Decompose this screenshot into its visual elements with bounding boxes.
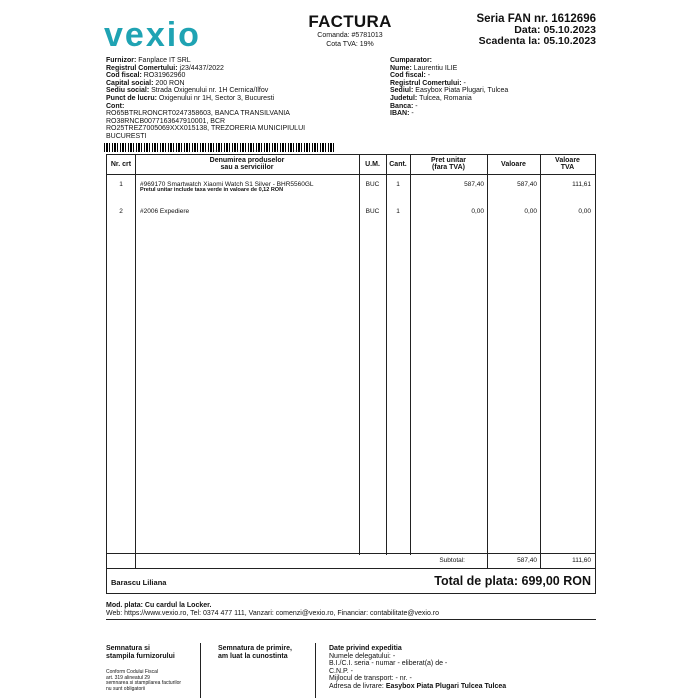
supplier-block bbox=[106, 57, 356, 141]
svg-text:vexio: vexio bbox=[104, 16, 201, 52]
invoice-series: Seria FAN nr. 1612696 bbox=[476, 13, 596, 25]
sig1-note-4: nu sunt obligatorii bbox=[106, 685, 146, 692]
contact-info: Web: https://www.vexio.ro, Tel: 0374 477 111, Vanzari: comenzi@vexio.ro, Financiar: contabilitate@vexio.ro bbox=[106, 609, 440, 617]
subtotal-vat: 111,60 bbox=[572, 557, 591, 564]
supplier-capital: 200 RON bbox=[155, 79, 185, 87]
supplier-hq: Strada Oxigenului nr. 1H Cernica/Ilfov bbox=[151, 87, 269, 95]
buyer-bank: - bbox=[415, 102, 418, 110]
invoice-table bbox=[106, 154, 596, 594]
row-um: BUC bbox=[365, 208, 380, 215]
col-name-header-1: Denumirea produselor bbox=[209, 157, 285, 164]
invoice-title: FACTURA bbox=[308, 12, 392, 31]
supplier-work-label: Punct de lucru: bbox=[106, 94, 157, 102]
sig-divider-1 bbox=[200, 643, 201, 698]
supplier-cif: RO31962960 bbox=[143, 72, 186, 80]
buyer-block bbox=[390, 57, 600, 118]
footer-divider bbox=[106, 619, 596, 620]
row-name: #969170 Smartwatch Xiaomi Watch S1 Silver - BHR5560GL bbox=[140, 181, 314, 188]
col-price-header-1: Pret unitar bbox=[430, 157, 466, 164]
buyer-county: Tulcea, Romania bbox=[419, 94, 472, 102]
col-vat-header-1: Valoare bbox=[555, 157, 580, 164]
buyer-iban-label: IBAN: bbox=[390, 110, 410, 118]
supplier-name-label: Furnizor: bbox=[106, 57, 137, 64]
vexio-logo-graphic bbox=[104, 16, 232, 52]
supplier-work: Oxigenului nr 1H, Sector 3, Bucuresti bbox=[158, 94, 275, 102]
buyer-title: Cumparator: bbox=[390, 57, 433, 64]
col-price-header-2: (fara TVA) bbox=[432, 164, 465, 171]
supplier-account-1: RO65BTRLRONCRT0247358603, BANCA TRANSILVANIA bbox=[106, 110, 290, 118]
buyer-hq-label: Sediul: bbox=[390, 87, 414, 95]
sig1-note-2: art. 319 alineatul 29 bbox=[106, 674, 150, 681]
col-vat-header-2: TVA bbox=[560, 164, 575, 171]
row-qty: 1 bbox=[396, 208, 400, 215]
sig-divider-2 bbox=[315, 643, 316, 698]
receiver-signature-block bbox=[218, 645, 318, 660]
col-name-header-2: sau a serviciilor bbox=[220, 164, 274, 171]
supplier-account-label: Cont: bbox=[106, 102, 125, 110]
row-name: #2006 Expediere bbox=[140, 208, 190, 215]
payment-info bbox=[106, 602, 606, 617]
row-price: 587,40 bbox=[464, 181, 484, 188]
row-value: 587,40 bbox=[517, 181, 537, 188]
invoice-date: Data: 05.10.2023 bbox=[514, 24, 596, 36]
buyer-cif-label: Cod fiscal: bbox=[390, 72, 426, 80]
supplier-account-3: RO25TREZ7005069XXX015138, TREZORERIA MUNICIPIULUI bbox=[106, 125, 306, 133]
col-value-header: Valoare bbox=[501, 161, 526, 168]
col-nr-header: Nr. crt bbox=[110, 161, 132, 168]
sig2-title-2: am luat la cunostinta bbox=[218, 652, 288, 660]
row-value: 0,00 bbox=[524, 208, 537, 215]
ship-line-3: C.N.P. - bbox=[329, 667, 353, 675]
supplier-account-4: BUCURESTI bbox=[106, 132, 147, 140]
shipping-block bbox=[329, 645, 599, 691]
supplier-account-2: RO38RNCB0077163647910001, BCR bbox=[106, 117, 226, 125]
ship-addr-label: Adresa de livrare: bbox=[329, 682, 384, 690]
invoice-series-block bbox=[476, 14, 596, 47]
col-qty-header: Cant. bbox=[389, 161, 407, 168]
buyer-reg: - bbox=[463, 79, 466, 87]
invoice-due-date: Scadenta la: 05.10.2023 bbox=[478, 35, 596, 47]
col-um-header: U.M. bbox=[365, 161, 380, 168]
ship-line-2: B.I./C.I. seria - numar - eliberat(a) de - bbox=[329, 660, 448, 668]
buyer-cif: - bbox=[427, 72, 431, 80]
supplier-capital-label: Capital social: bbox=[106, 79, 154, 87]
row-um: BUC bbox=[365, 181, 380, 188]
ship-title: Date privind expeditia bbox=[329, 645, 402, 652]
supplier-reg: j23/4437/2022 bbox=[179, 64, 224, 72]
buyer-county-label: Judetul: bbox=[390, 94, 418, 102]
supplier-name: Fanplace IT SRL bbox=[138, 57, 191, 64]
supplier-hq-label: Sediu social: bbox=[106, 87, 150, 95]
supplier-reg-label: Registrul Comertului: bbox=[106, 64, 178, 72]
ship-line-4: Mijlocul de transport: - nr. - bbox=[329, 675, 412, 683]
order-number: Comanda: #5781013 bbox=[317, 32, 383, 39]
row-vat: 111,61 bbox=[572, 181, 591, 188]
payment-method: Mod. plata: Cu cardul la Locker. bbox=[106, 602, 212, 609]
row-vat: 0,00 bbox=[578, 208, 591, 215]
vexio-logo bbox=[104, 16, 232, 52]
buyer-name-label: Nume: bbox=[390, 64, 412, 72]
subtotal-value: 587,40 bbox=[517, 557, 537, 564]
sig1-note-1: Conform Codului Fiscal bbox=[106, 669, 158, 676]
total-amount: Total de plata: 699,00 RON bbox=[434, 574, 591, 588]
sig1-note-3: semnarea si stampilarea facturilor bbox=[106, 680, 182, 687]
buyer-bank-label: Banca: bbox=[390, 102, 414, 110]
barcode bbox=[104, 143, 336, 152]
buyer-hq: Easybox Piata Plugari, Tulcea bbox=[415, 87, 509, 95]
buyer-name: Laurentiu ILIE bbox=[413, 64, 458, 72]
signer-name: Barascu Liliana bbox=[111, 578, 167, 587]
row-nr: 1 bbox=[119, 181, 123, 188]
row-nr: 2 bbox=[119, 208, 123, 215]
row-price: 0,00 bbox=[471, 208, 484, 215]
row-note: Pretul unitar include taxa verde in valoare de 0,12 RON bbox=[140, 187, 284, 193]
supplier-signature-block bbox=[106, 645, 206, 692]
ship-addr: Easybox Piata Plugari Tulcea Tulcea bbox=[385, 682, 507, 690]
buyer-reg-label: Registrul Comertului: bbox=[390, 79, 462, 87]
buyer-iban: - bbox=[411, 110, 414, 118]
sig1-title-2: stampila furnizorului bbox=[106, 652, 175, 660]
vat-rate: Cota TVA: 19% bbox=[326, 41, 374, 48]
sig2-title-1: Semnatura de primire, bbox=[218, 645, 292, 652]
subtotal-label: Subtotal: bbox=[439, 557, 465, 564]
row-qty: 1 bbox=[396, 181, 400, 188]
supplier-cif-label: Cod fiscal: bbox=[106, 72, 142, 80]
sig1-title-1: Semnatura si bbox=[106, 645, 150, 652]
ship-line-1: Numele delegatului: - bbox=[329, 652, 396, 660]
